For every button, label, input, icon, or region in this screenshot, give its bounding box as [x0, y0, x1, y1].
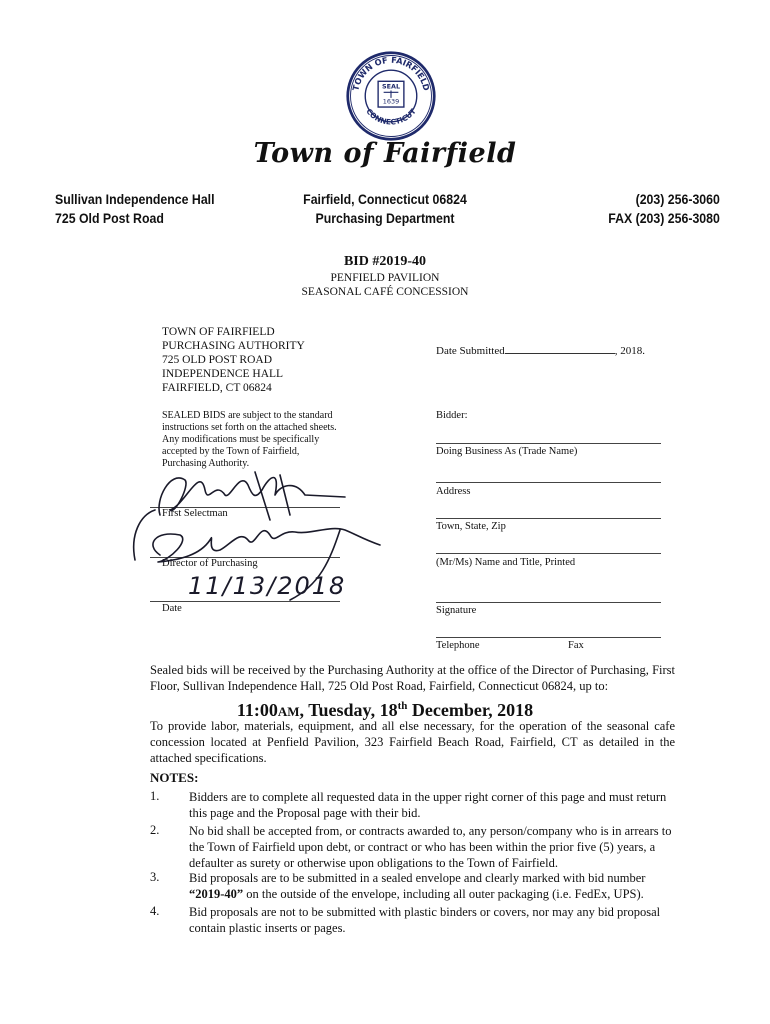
notes-title: NOTES: [150, 770, 199, 785]
seal-year: 1639 [382, 97, 400, 106]
note-number: 3. [150, 870, 160, 884]
telephone-label: Telephone [436, 640, 480, 651]
header-fax: FAX (203) 256-3080 [608, 210, 720, 226]
note-text: Bid proposals are not to be submitted with plastic binders or covers, nor may any bid proposal contain plastic inserts or pages. [189, 905, 661, 935]
deadline-day: , Tuesday, 18 [299, 700, 398, 720]
seal-text-top: TOWN OF FAIRFIELD [350, 54, 432, 92]
address-line: PURCHASING AUTHORITY [162, 340, 305, 352]
header-right [608, 190, 720, 228]
address-line: TOWN OF FAIRFIELD [162, 326, 275, 338]
address-line: INDEPENDENCE HALL [162, 368, 284, 380]
header-phone: (203) 256-3060 [635, 191, 720, 207]
signature-label: Signature [436, 605, 477, 616]
bid-subtitle-line: SEASONAL CAFÉ CONCESSION [301, 286, 469, 298]
director-label: Director of Purchasing [162, 558, 258, 569]
sealed-note-line: accepted by the Town of Fairfield, [162, 446, 300, 457]
bid-subtitle-line: PENFIELD PAVILION [330, 272, 440, 284]
intro-paragraph: Sealed bids will be received by the Purchasing Authority at the office of the Director of Purchasing, First Floor, Sullivan Independence Hall, 725 Old Post Road, Fairfield, Connecticut 06824, up to: [150, 663, 675, 693]
note-text-part: Bid proposals are to be submitted in a sealed envelope and clearly marked with bid number [189, 871, 646, 885]
town-label: Town, State, Zip [436, 521, 506, 532]
header-street: 725 Old Post Road [55, 210, 164, 226]
name-title-label: (Mr/Ms) Name and Title, Printed [436, 557, 576, 568]
town-line-field[interactable] [436, 518, 661, 519]
scope-paragraph: To provide labor, materials, equipment, and all else necessary, for the operation of the seasonal cafe concession located at Penfield Pavilion, 323 Fairfield Beach Road, Fairfield, CT as detailed in the attached specifications. [150, 719, 675, 765]
deadline-rest: December, 2018 [407, 700, 534, 720]
sealed-note-line: SEALED BIDS are subject to the standard [162, 410, 333, 421]
seal-text-bottom: CONNECTICUT [364, 106, 418, 127]
address-line: FAIRFIELD, CT 06824 [162, 382, 272, 394]
header-center [297, 190, 473, 228]
bidder-label: Bidder: [436, 410, 468, 421]
header-hall: Sullivan Independence Hall [55, 191, 215, 207]
date-submitted-suffix: , 2018. [614, 345, 645, 357]
bid-number: BID #2019-40 [343, 254, 427, 269]
date-label: Date [162, 603, 182, 614]
address-block [162, 325, 305, 395]
deadline-time: 11:00 [236, 700, 278, 720]
fax-label: Fax [568, 640, 584, 651]
note-text-part: on the outside of the envelope, including all outer packaging (i.e. FedEx, UPS). [243, 887, 644, 901]
header-city: Fairfield, Connecticut 06824 [303, 191, 467, 207]
note-number: 4. [150, 904, 160, 918]
name-title-line-field[interactable] [436, 553, 661, 554]
town-seal-icon [345, 50, 437, 142]
dba-line[interactable] [436, 443, 661, 444]
date-submitted-blank[interactable] [505, 343, 615, 354]
address-line-field[interactable] [436, 482, 661, 483]
signature-line-field[interactable] [436, 602, 661, 603]
note-text: Bidders are to complete all requested data in the upper right corner of this page and must return this page and the Proposal page with their bid. [189, 790, 667, 820]
sealed-note-line: instructions set forth on the attached sheets. [162, 422, 337, 433]
sealed-note-line: Any modifications must be specifically [162, 434, 320, 445]
note-text: No bid shall be accepted from, or contracts awarded to, any person/company who is in arrears to the Town of Fairfield upon debt, or contract or who has been within the prior five (5) years, a defaulter as surety or otherwise upon obligations to the Town of Fairfield. [189, 824, 672, 870]
handwritten-date: 11/13/2018 [188, 572, 347, 600]
bid-number-reference: “2019-40” [189, 887, 244, 901]
header-left [55, 190, 215, 228]
date-submitted-label: Date Submitted [436, 345, 505, 357]
deadline-suffix: th [397, 700, 408, 712]
dba-label: Doing Business As (Trade Name) [436, 446, 578, 457]
note-number: 2. [150, 823, 160, 837]
note-number: 1. [150, 789, 160, 803]
note-text [189, 870, 673, 902]
telephone-line-field[interactable] [436, 637, 661, 638]
seal-inner-text: SEAL [381, 82, 401, 91]
date-submitted-field[interactable] [436, 343, 645, 357]
deadline-ampm: AM [277, 704, 300, 719]
svg-text:CONNECTICUT [364, 107, 417, 127]
town-title: Town of Fairfield [253, 138, 517, 169]
first-selectman-label: First Selectman [162, 508, 228, 519]
sealed-note-line: Purchasing Authority. [162, 458, 250, 469]
header-department: Purchasing Department [315, 210, 455, 226]
address-line: 725 OLD POST ROAD [162, 354, 273, 366]
bid-subtitle [0, 271, 770, 299]
address-label: Address [436, 486, 471, 497]
